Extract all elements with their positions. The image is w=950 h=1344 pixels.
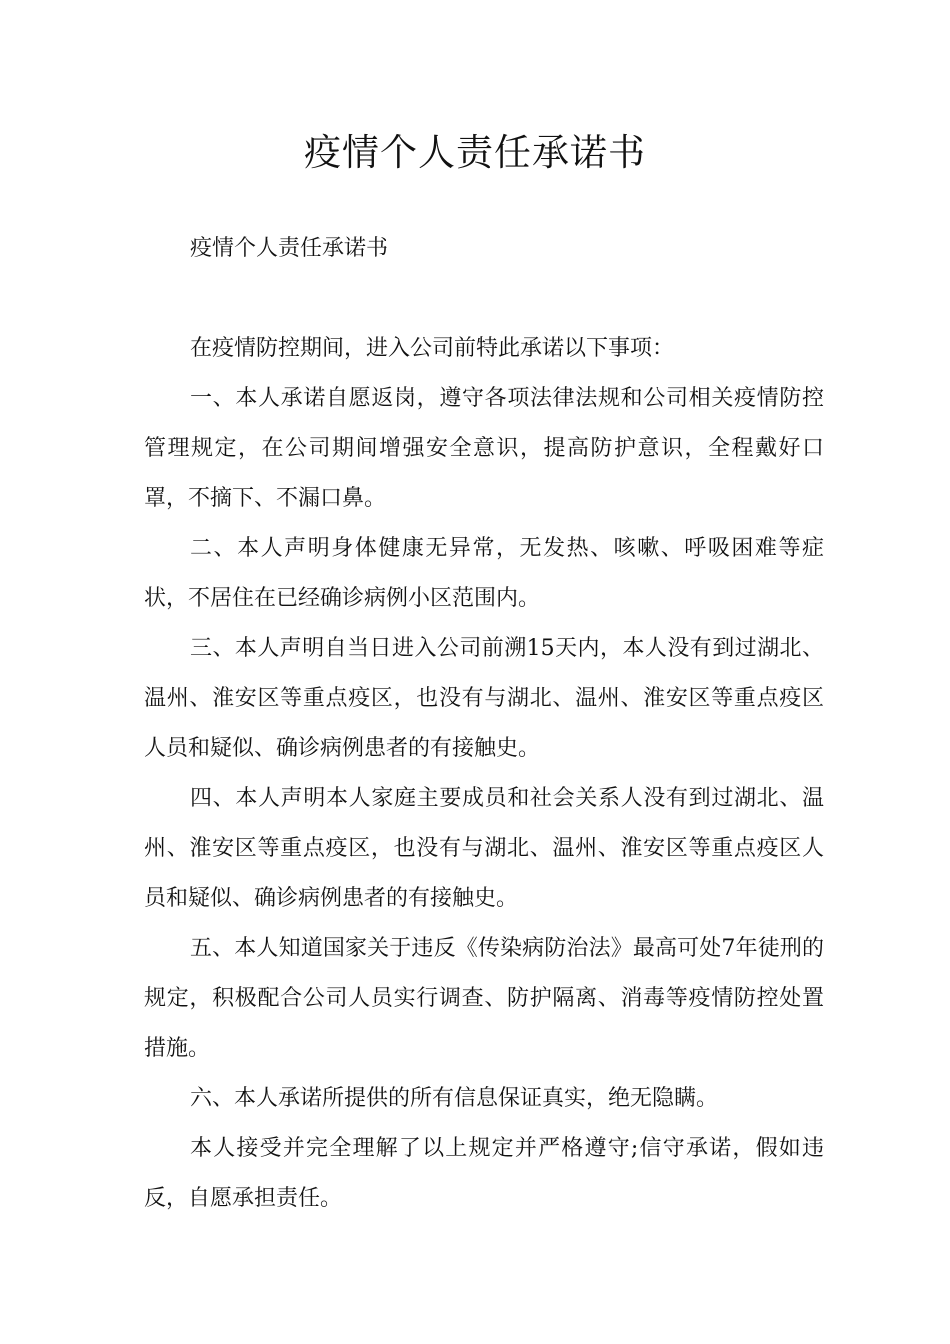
paragraph-intro: 在疫情防控期间，进入公司前特此承诺以下事项： [190, 336, 675, 361]
paragraph-item-5: 五、本人知道国家关于违反《传染病防治法》最高可处7年徒刑的规定，积极配合公司人员实行调查、防护隔离、消毒等疫情防控处置措施。 [144, 936, 824, 1061]
document-body [144, 224, 824, 1224]
paragraph-closing: 本人接受并完全理解了以上规定并严格遵守;信守承诺，假如违反，自愿承担责任。 [144, 1136, 824, 1211]
paragraph-item-3: 三、本人声明自当日进入公司前溯15天内，本人没有到过湖北、温州、淮安区等重点疫区，也没有与湖北、温州、淮安区等重点疫区人员和疑似、确诊病例患者的有接触史。 [144, 636, 824, 761]
document-title: 疫情个人责任承诺书 [304, 131, 646, 174]
paragraph-item-4: 四、本人声明本人家庭主要成员和社会关系人没有到过湖北、温州、淮安区等重点疫区，也没有与湖北、温州、淮安区等重点疫区人员和疑似、确诊病例患者的有接触史。 [144, 786, 824, 911]
paragraph-item-2: 二、本人声明身体健康无异常，无发热、咳嗽、呼吸困难等症状，不居住在已经确诊病例小区范围内。 [144, 536, 824, 611]
blank-line [144, 274, 824, 324]
paragraph-item-1: 一、本人承诺自愿返岗，遵守各项法律法规和公司相关疫情防控管理规定，在公司期间增强安全意识，提高防护意识，全程戴好口罩，不摘下、不漏口鼻。 [144, 386, 824, 511]
document-subtitle: 疫情个人责任承诺书 [190, 236, 389, 261]
paragraph-item-6: 六、本人承诺所提供的所有信息保证真实，绝无隐瞒。 [190, 1086, 719, 1111]
